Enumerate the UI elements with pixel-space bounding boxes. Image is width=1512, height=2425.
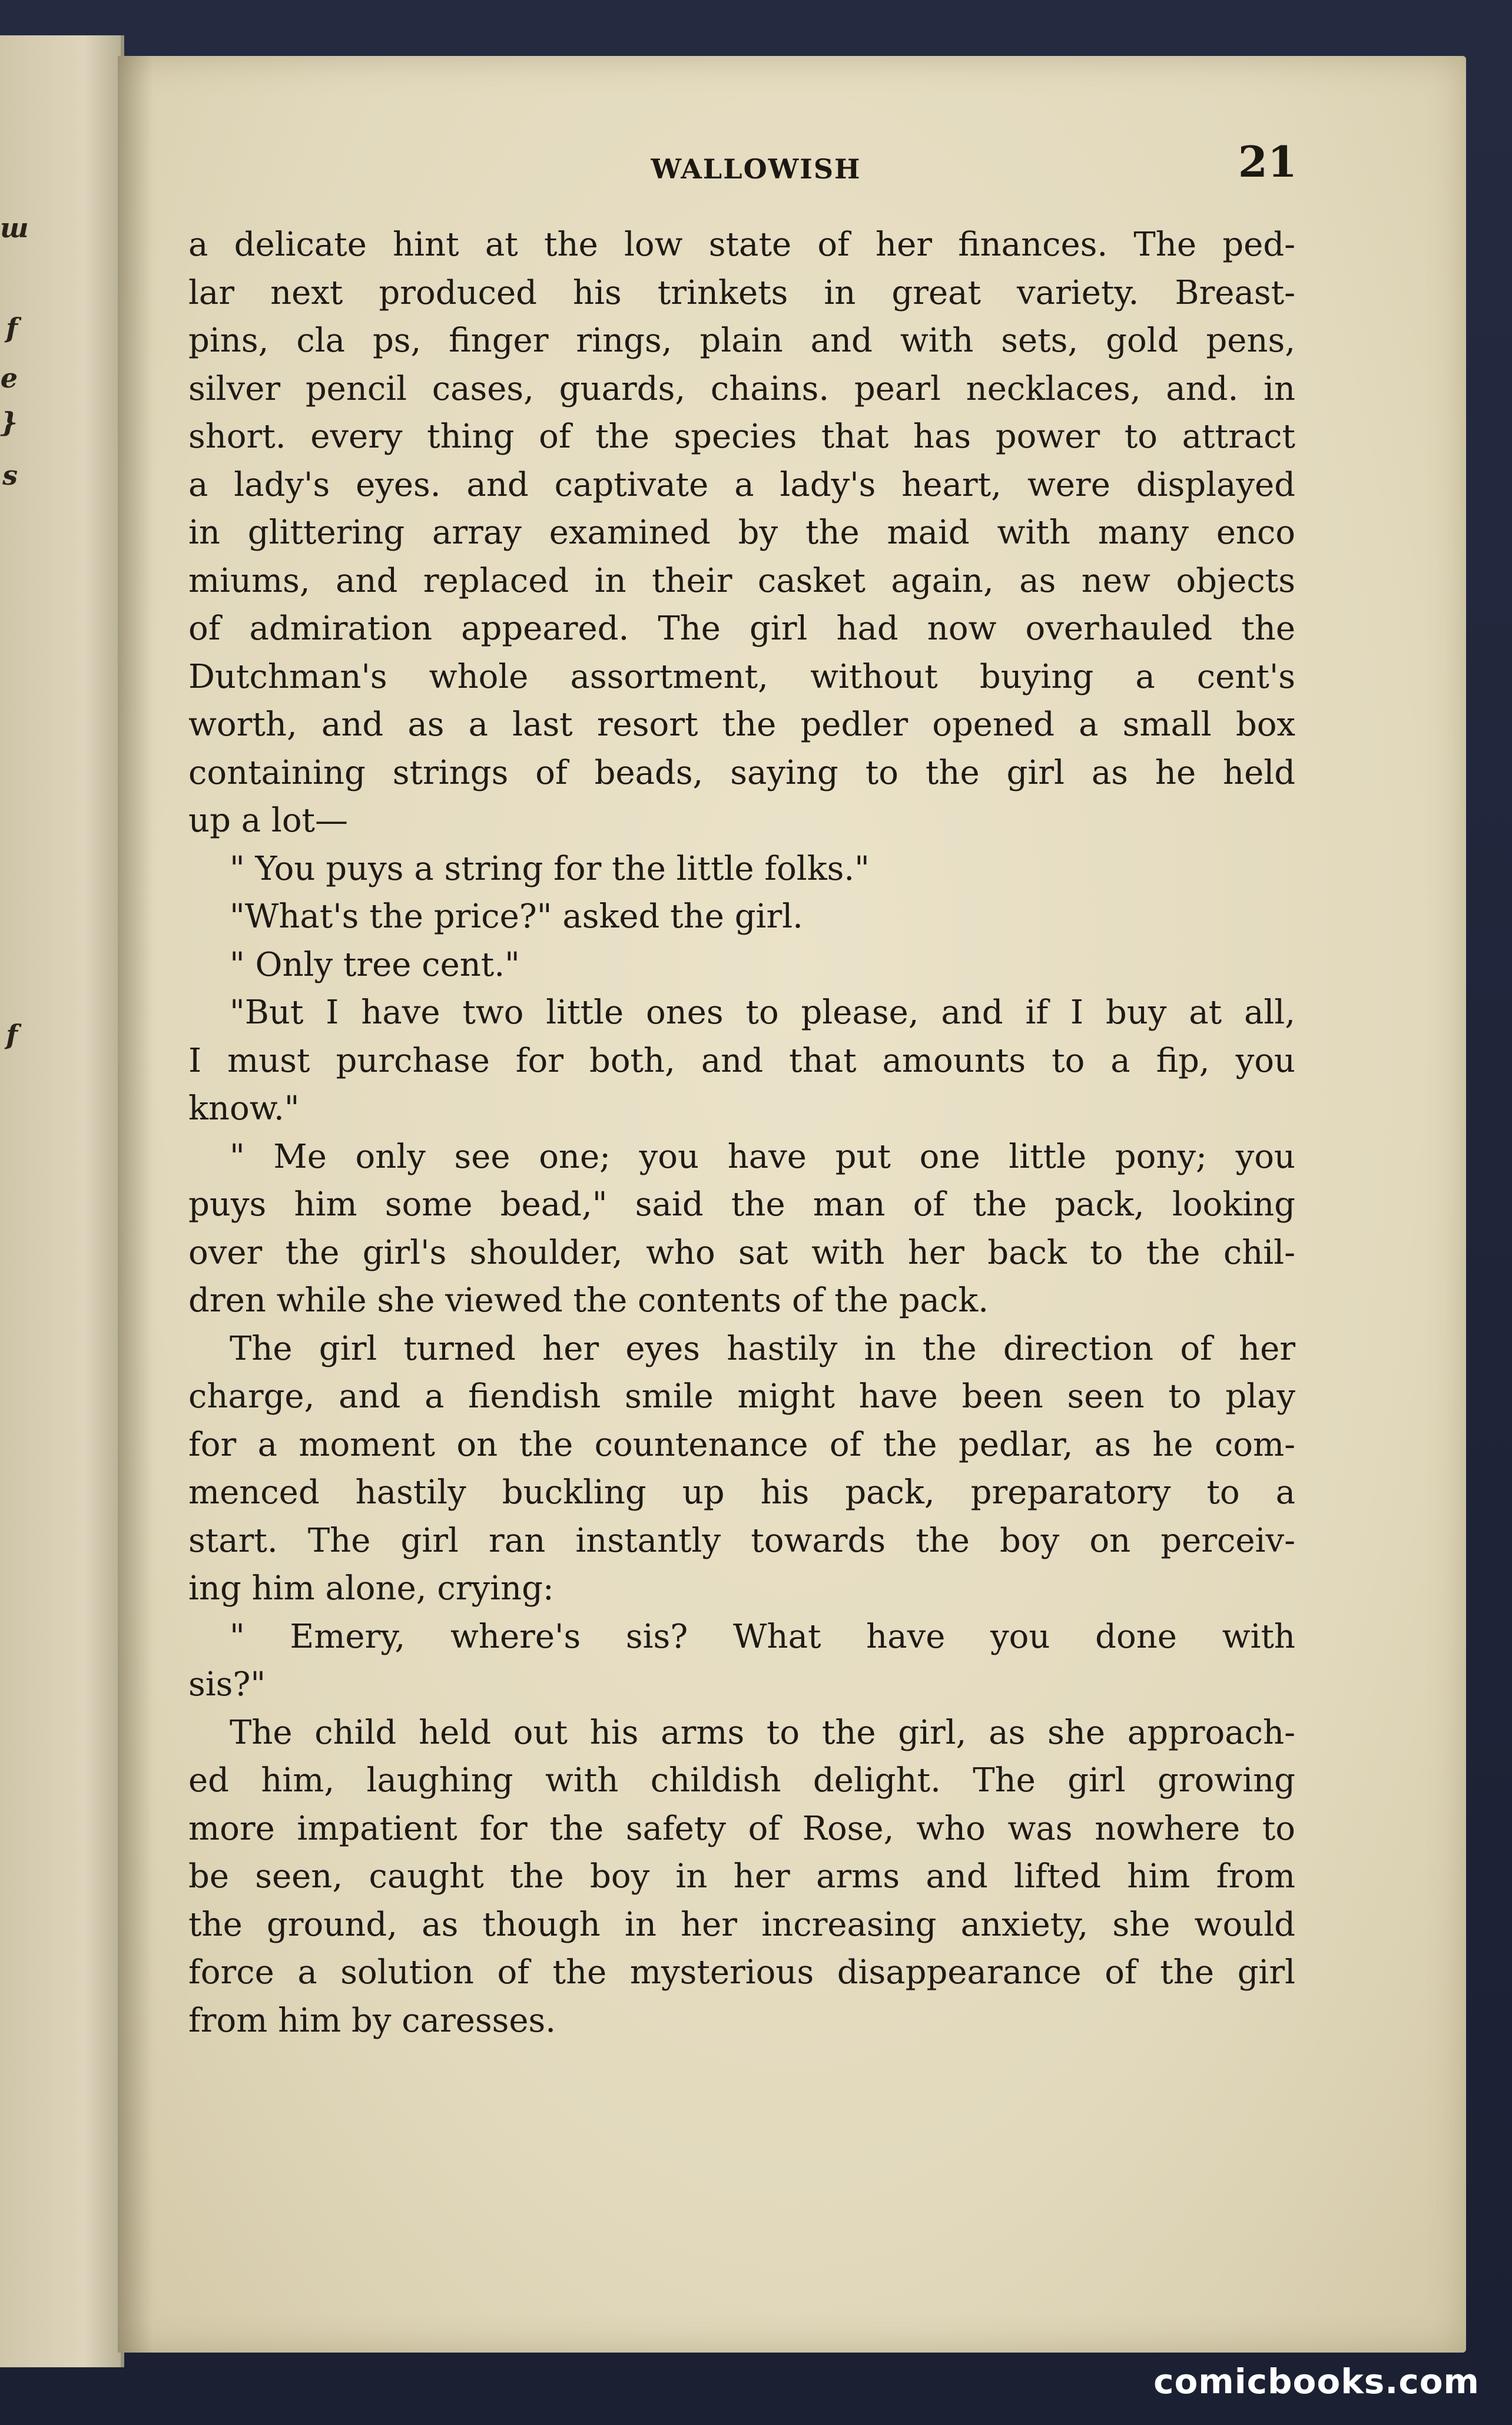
- body-text: [188, 221, 1295, 2045]
- text-line: " Me only see one; you have put one little pony; you: [230, 1137, 1295, 1176]
- watermark-logo: comicbooks.com: [1153, 2361, 1480, 2401]
- text-line: from him by caresses.: [188, 2001, 556, 2040]
- text-line: more impatient for the safety of Rose, who was nowhere to: [188, 1809, 1295, 1848]
- facing-page-fragment: e: [0, 362, 18, 394]
- text-line: puys him some bead," said the man of the pack, looking: [188, 1185, 1295, 1224]
- text-line: pins, cla ps, finger rings, plain and with sets, gold pens,: [188, 322, 1295, 360]
- text-line: of admiration appeared. The girl had now overhauled the: [188, 609, 1295, 648]
- text-line: The child held out his arms to the girl, as she approach-: [230, 1713, 1295, 1752]
- text-line: menced hastily buckling up his pack, preparatory to a: [188, 1473, 1295, 1512]
- text-line: " Only tree cent.": [230, 945, 520, 984]
- text-line: miums, and replaced in their casket again, as new objects: [188, 561, 1295, 600]
- text-line: The girl turned her eyes hastily in the direction of her: [230, 1329, 1295, 1368]
- text-line: silver pencil cases, guards, chains. pearl necklaces, and. in: [188, 369, 1295, 408]
- facing-page-edge: [0, 35, 124, 2367]
- text-line: force a solution of the mysterious disappearance of the girl: [188, 1953, 1295, 1992]
- text-line: ed him, laughing with childish delight. The girl growing: [188, 1761, 1295, 1800]
- text-line: know.": [188, 1089, 300, 1128]
- text-line: ing him alone, crying:: [188, 1569, 554, 1608]
- facing-page-fragment: f: [6, 312, 18, 344]
- text-line: worth, and as a last resort the pedler opened a small box: [188, 705, 1295, 744]
- text-line: Dutchman's whole assortment, without buying a cent's: [188, 657, 1295, 696]
- page-number: 21: [1238, 137, 1297, 187]
- gutter-shadow: [118, 56, 153, 2353]
- text-line: dren while she viewed the contents of the pack.: [188, 1281, 989, 1320]
- text-line: for a moment on the countenance of the pedlar, as he com-: [188, 1425, 1295, 1464]
- text-line: a lady's eyes. and captivate a lady's heart, were displayed: [188, 465, 1295, 504]
- text-line: " Emery, where's sis? What have you done with: [230, 1617, 1295, 1656]
- facing-page-fragment: s: [2, 459, 18, 491]
- facing-page-fragment: f: [6, 1019, 18, 1051]
- text-line: sis?": [188, 1665, 266, 1704]
- text-line: up a lot—: [188, 801, 349, 840]
- text-line: containing strings of beads, saying to the girl as he held: [188, 753, 1295, 792]
- text-line: "What's the price?" asked the girl.: [230, 897, 803, 936]
- text-line: "But I have two little ones to please, and if I buy at all,: [230, 993, 1295, 1032]
- text-line: the ground, as though in her increasing anxiety, she would: [188, 1905, 1295, 1944]
- running-head: WALLOWISH: [651, 153, 861, 185]
- text-line: lar next produced his trinkets in great variety. Breast-: [188, 273, 1295, 312]
- facing-page-fragment: ш: [0, 212, 29, 244]
- text-line: a delicate hint at the low state of her finances. The ped-: [188, 226, 1295, 264]
- text-line: I must purchase for both, and that amounts to a fip, you: [188, 1041, 1295, 1080]
- text-line: charge, and a fiendish smile might have been seen to play: [188, 1377, 1295, 1416]
- text-line: " You puys a string for the little folks.": [230, 849, 870, 888]
- text-line: start. The girl ran instantly towards the boy on perceiv-: [188, 1521, 1295, 1560]
- facing-page-fragment: }: [0, 406, 18, 438]
- text-line: be seen, caught the boy in her arms and lifted him from: [188, 1857, 1295, 1896]
- text-line: short. every thing of the species that has power to attract: [188, 418, 1295, 456]
- text-line: over the girl's shoulder, who sat with her back to the chil-: [188, 1233, 1295, 1272]
- text-line: in glittering array examined by the maid with many enco: [188, 514, 1295, 552]
